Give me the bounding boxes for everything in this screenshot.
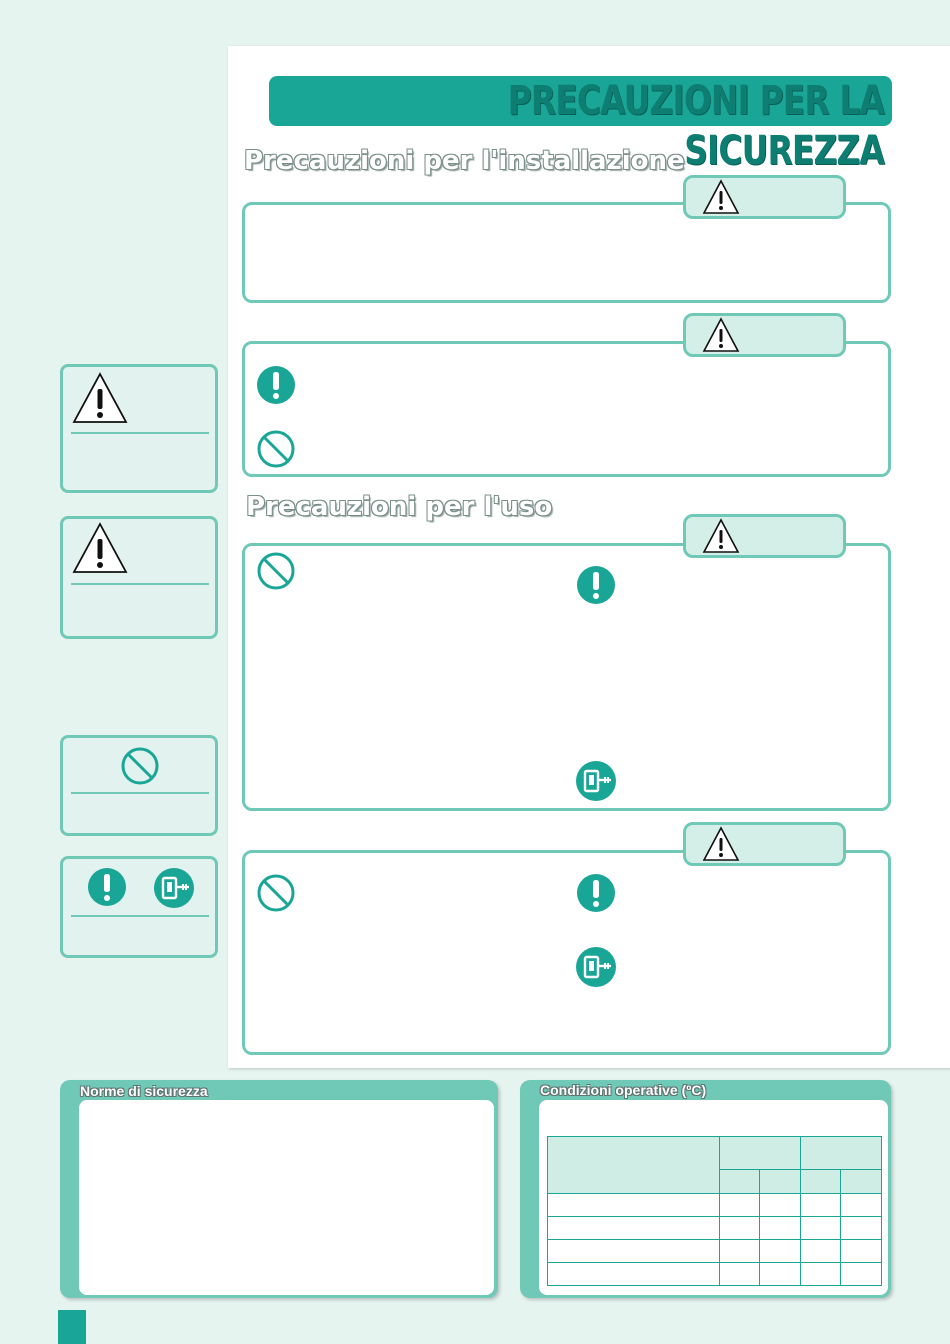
exclamation-circle-icon <box>87 867 127 907</box>
unplug-icon <box>575 760 617 802</box>
table-header-cell <box>800 1170 841 1194</box>
installation-warning-tag <box>683 175 846 219</box>
table-header-cell <box>800 1137 881 1170</box>
table-cell <box>760 1217 801 1240</box>
table-cell <box>719 1240 760 1263</box>
operating-conditions-panel <box>520 1080 891 1298</box>
table-cell <box>719 1194 760 1217</box>
operating-conditions-content <box>539 1100 888 1295</box>
table-cell <box>800 1217 841 1240</box>
unplug-icon <box>153 867 195 909</box>
safety-norms-panel <box>60 1080 498 1298</box>
legend-warning-box <box>60 364 218 493</box>
legend-divider <box>71 915 209 917</box>
usage-heading: Precauzioni per l'uso <box>246 492 553 522</box>
table-cell <box>841 1263 882 1286</box>
warning-triangle-icon <box>71 521 129 575</box>
usage-warning-box <box>242 543 891 811</box>
table-cell <box>800 1194 841 1217</box>
table-cell <box>800 1240 841 1263</box>
table-cell <box>548 1263 720 1286</box>
legend-divider <box>71 583 209 585</box>
table-cell <box>841 1240 882 1263</box>
table-cell <box>800 1263 841 1286</box>
installation-heading: Precauzioni per l'installazione <box>244 146 685 176</box>
table-row <box>548 1217 882 1240</box>
operating-conditions-table <box>547 1136 882 1286</box>
page-edge-tab <box>58 1310 86 1344</box>
exclamation-circle-icon <box>576 873 616 913</box>
table-cell <box>760 1263 801 1286</box>
legend-caution-box <box>60 516 218 639</box>
table-cell <box>841 1217 882 1240</box>
prohibition-icon <box>256 551 296 591</box>
table-header-cell <box>841 1170 882 1194</box>
table-row <box>548 1194 882 1217</box>
table-header-cell <box>760 1170 801 1194</box>
table-header-row <box>548 1137 882 1170</box>
table-header-cell <box>548 1137 720 1194</box>
table-cell <box>719 1263 760 1286</box>
page-title-text: PRECAUZIONI PER LA SICUREZZA <box>507 78 884 174</box>
warning-triangle-icon <box>71 371 129 425</box>
unplug-icon <box>575 946 617 988</box>
prohibition-icon <box>256 873 296 913</box>
table-cell <box>548 1240 720 1263</box>
installation-caution-tag <box>683 313 846 357</box>
prohibition-icon <box>120 746 160 786</box>
safety-norms-content <box>79 1100 494 1295</box>
table-cell <box>760 1240 801 1263</box>
warning-triangle-icon <box>702 179 740 215</box>
table-row <box>548 1240 882 1263</box>
exclamation-circle-icon <box>576 565 616 605</box>
usage-caution-box <box>242 850 891 1055</box>
table-cell <box>841 1194 882 1217</box>
legend-mandatory-box <box>60 856 218 958</box>
usage-caution-tag <box>683 822 846 866</box>
usage-warning-tag <box>683 514 846 558</box>
legend-divider <box>71 432 209 434</box>
legend-divider <box>71 792 209 794</box>
table-cell <box>719 1217 760 1240</box>
table-header-cell <box>719 1170 760 1194</box>
installation-caution-box <box>242 341 891 477</box>
operating-conditions-label: Condizioni operative (ºC) <box>540 1082 707 1098</box>
safety-norms-label: Norme di sicurezza <box>80 1083 208 1099</box>
warning-triangle-icon <box>702 317 740 353</box>
legend-prohibited-box <box>60 735 218 836</box>
table-cell <box>548 1194 720 1217</box>
warning-triangle-icon <box>702 826 740 862</box>
exclamation-circle-icon <box>256 365 296 405</box>
table-row <box>548 1263 882 1286</box>
table-cell <box>548 1217 720 1240</box>
table-header-cell <box>719 1137 800 1170</box>
table-cell <box>760 1194 801 1217</box>
warning-triangle-icon <box>702 518 740 554</box>
prohibition-icon <box>256 429 296 469</box>
